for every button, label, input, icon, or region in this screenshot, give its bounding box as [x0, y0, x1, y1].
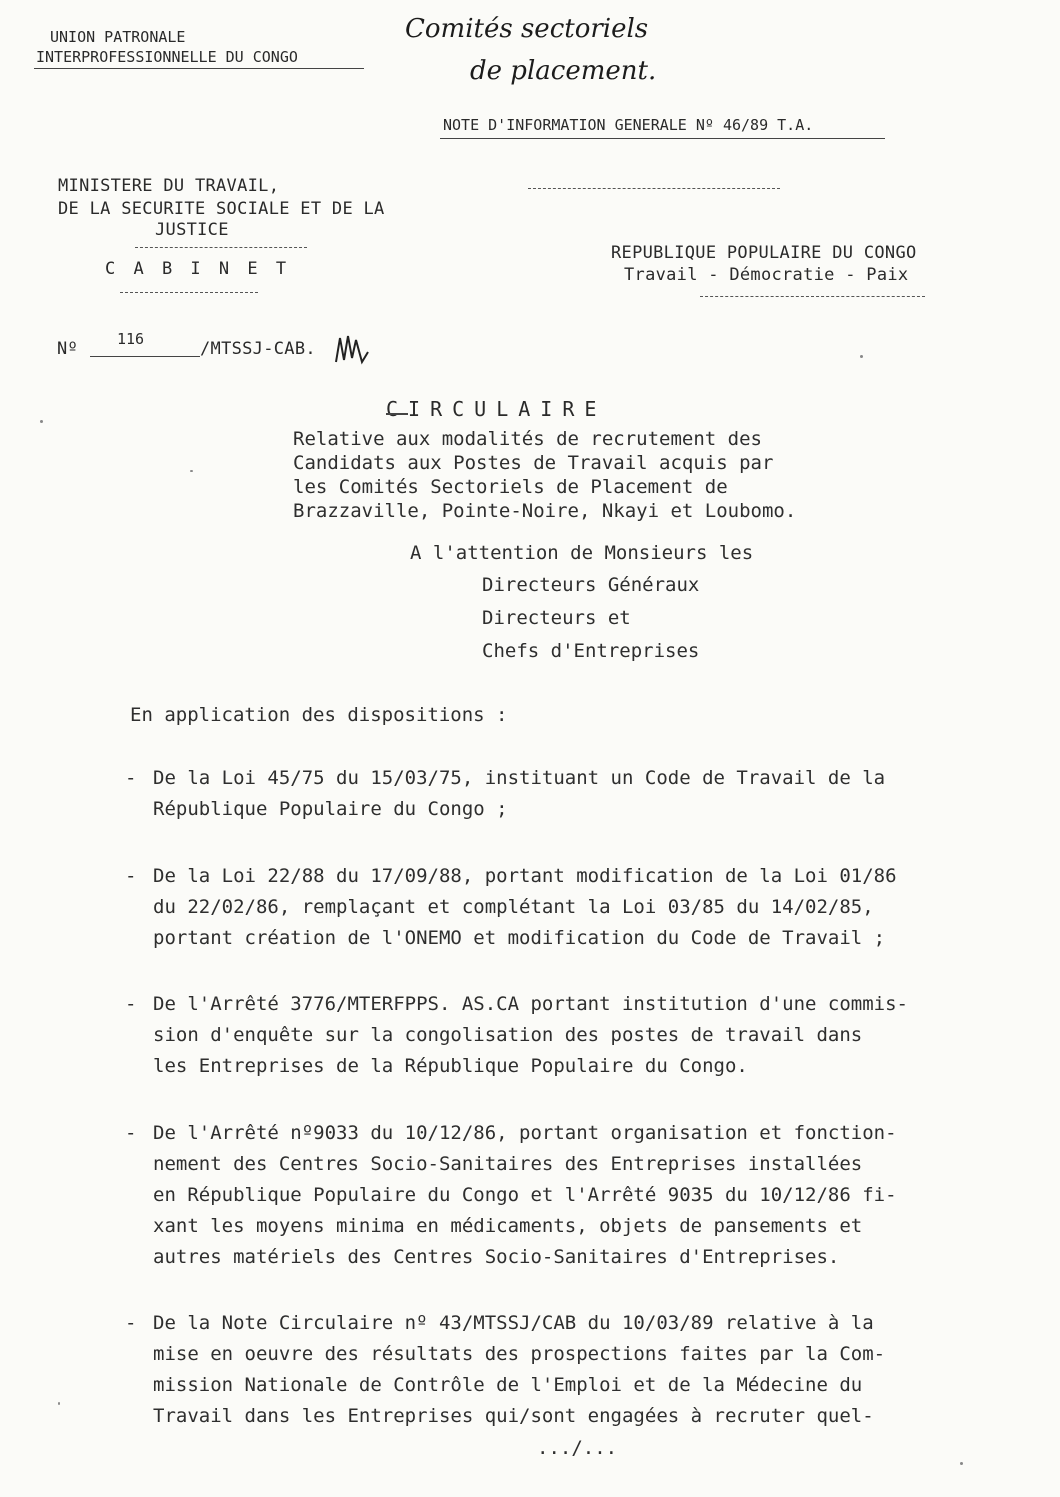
list-item-text: De l'Arrêté nº9033 du 10/12/86, portant organisation et fonction- nement des Centres Socio-Sanitaires des Entreprises installées en République Populaire du Congo et l'Arrêté 9035 du 10/12/86 fi- xant les moyens minima en médicaments, objets de pansements et autres matériels des Centres Socio-Sanitaires d'Entreprises. [153, 1122, 897, 1268]
attention-line-1: A l'attention de Monsieurs les [410, 542, 754, 564]
reference-number-suffix: /MTSSJ-CAB. [200, 339, 316, 359]
list-item [125, 989, 995, 1082]
scan-speck [190, 470, 193, 472]
list-item [125, 861, 995, 954]
circulaire-title: CIRCULAIRE [386, 397, 607, 421]
scan-speck [960, 1462, 963, 1465]
handwritten-note-line1: Comités sectoriels [405, 14, 649, 44]
list-bullet: - [125, 1312, 137, 1334]
org-underline [34, 68, 364, 69]
republic-name: REPUBLIQUE POPULAIRE DU CONGO [611, 243, 917, 263]
ministry-line1: MINISTERE DU TRAVAIL, [58, 176, 280, 196]
header-divider [528, 188, 780, 189]
intro-text: En application des dispositions : [130, 704, 508, 726]
list-item-text: De la Loi 45/75 du 15/03/75, instituant un Code de Travail de la République Populaire du Congo ; [153, 767, 886, 820]
scan-speck [40, 420, 43, 423]
signature-mark [332, 332, 372, 368]
org-name-line2: INTERPROFESSIONNELLE DU CONGO [36, 48, 298, 66]
republic-motto: Travail - Démocratie - Paix [624, 265, 909, 285]
list-item [125, 1118, 995, 1273]
note-reference-underline [440, 138, 885, 139]
circulaire-initial-stroke [386, 413, 408, 415]
reference-number-prefix: Nº [57, 339, 79, 359]
reference-number-blank [90, 356, 200, 357]
list-bullet: - [125, 1122, 137, 1144]
scan-speck [860, 355, 863, 358]
subject-line-2: Candidats aux Postes de Travail acquis par [293, 452, 774, 474]
list-item [125, 763, 995, 825]
ministry-divider [135, 247, 307, 248]
scan-speck [58, 1402, 60, 1405]
attention-line-4: Chefs d'Entreprises [482, 640, 700, 662]
list-item-text: De l'Arrêté 3776/MTERFPPS. AS.CA portant institution d'une commis- sion d'enquête sur la congolisation des postes de travail dans les Entreprises de la République Populaire du Congo. [153, 993, 908, 1077]
list-bullet: - [125, 993, 137, 1015]
list-bullet: - [125, 767, 137, 789]
ministry-line2: DE LA SECURITE SOCIALE ET DE LA [58, 199, 385, 219]
list-item [125, 1308, 995, 1432]
list-bullet: - [125, 865, 137, 887]
subject-line-1: Relative aux modalités de recrutement des [293, 428, 762, 450]
continuation-mark: .../... [537, 1437, 618, 1459]
reference-number-value: 116 [117, 330, 145, 348]
note-reference: NOTE D'INFORMATION GENERALE Nº 46/89 T.A. [443, 116, 814, 134]
ministry-line3: JUSTICE [155, 220, 229, 240]
attention-line-2: Directeurs Généraux [482, 574, 700, 596]
cabinet-divider [120, 292, 258, 293]
cabinet-label: C A B I N E T [105, 259, 291, 279]
subject-line-4: Brazzaville, Pointe-Noire, Nkayi et Loubomo. [293, 500, 797, 522]
attention-line-3: Directeurs et [482, 607, 631, 629]
list-item-text: De la Loi 22/88 du 17/09/88, portant modification de la Loi 01/86 du 22/02/86, remplaçant et complétant la Loi 03/85 du 14/02/85, portant création de l'ONEMO et modification du Code de Travail ; [153, 865, 897, 949]
org-name-line1: UNION PATRONALE [50, 28, 186, 46]
list-item-text: De la Note Circulaire nº 43/MTSSJ/CAB du 10/03/89 relative à la mise en oeuvre des résultats des prospections faites par la Com- mission Nationale de Contrôle de l'Emploi et de la Médecine du Travail dans les Entreprises qui/sont engagées à recruter quel- [153, 1312, 886, 1427]
handwritten-note-line2: de placement. [470, 56, 657, 86]
subject-line-3: les Comités Sectoriels de Placement de [293, 476, 728, 498]
republic-divider [700, 296, 925, 297]
